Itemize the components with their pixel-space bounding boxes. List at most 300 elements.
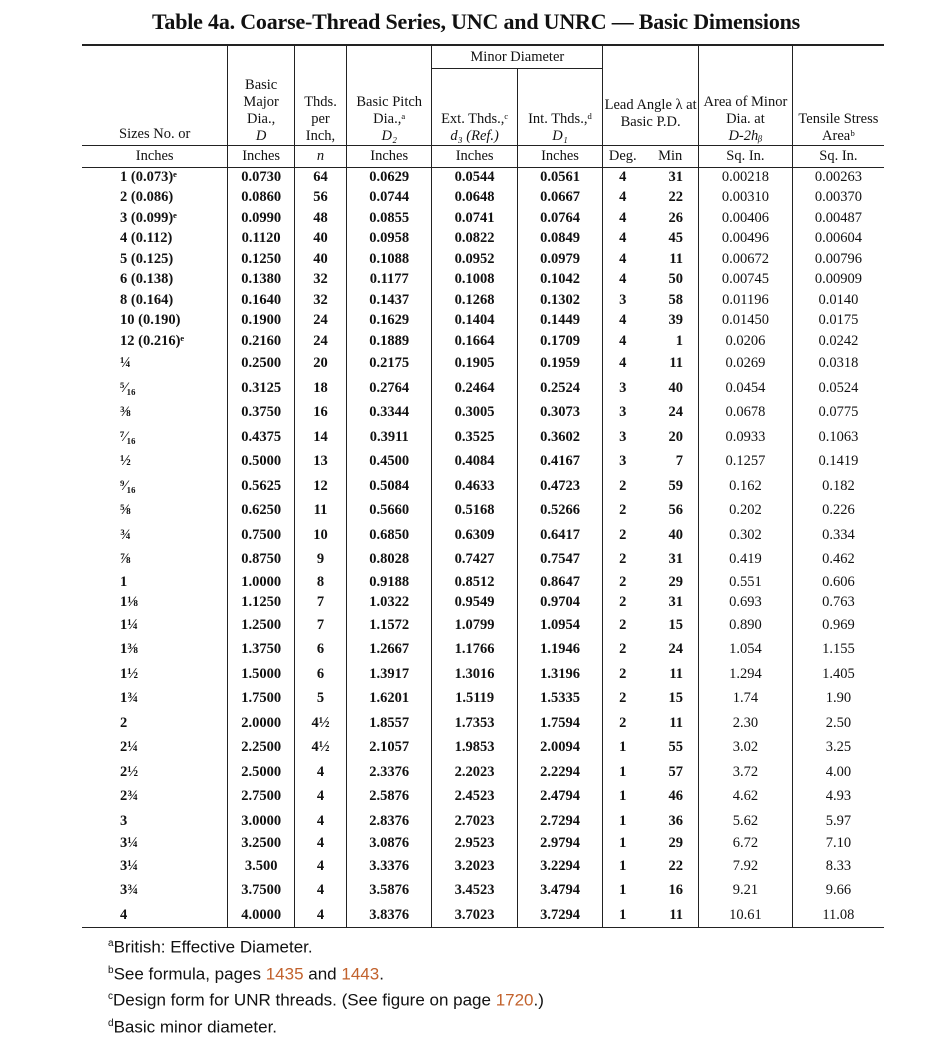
pitch-dia-cell: 1.0322 (347, 593, 432, 614)
thread-dimensions-table (82, 44, 884, 928)
int-minor-dia-cell: 0.0979 (517, 249, 602, 270)
table-title: Table 4a. Coarse-Thread Series, UNC and UNRC — Basic Dimensions (151, 9, 801, 34)
ext-minor-dia-cell: 2.7023 (432, 809, 517, 834)
ext-minor-dia-cell: 0.0741 (432, 208, 517, 229)
pitch-dia-cell: 2.3376 (347, 760, 432, 785)
lead-deg-cell: 3 (603, 376, 643, 401)
major-dia-cell: 0.1120 (228, 229, 295, 250)
minor-area-cell: 0.00496 (699, 229, 793, 250)
major-dia-cell: 0.2500 (228, 352, 295, 377)
minor-area-cell: 0.162 (699, 474, 793, 499)
tensile-area-cell: 8.33 (792, 854, 884, 879)
ext-minor-dia-cell: 1.3016 (432, 662, 517, 687)
int-minor-dia-cell: 0.1302 (517, 290, 602, 311)
size-cell: ¼ (120, 355, 131, 372)
tensile-area-cell: 0.0242 (792, 331, 884, 352)
thds-per-inch-cell: 6 (294, 638, 346, 663)
tensile-area-cell: 1.405 (792, 662, 884, 687)
pitch-dia-cell: 3.0876 (347, 834, 432, 855)
size-cell: 3¼ (120, 835, 139, 852)
tensile-area-cell: 0.0140 (792, 290, 884, 311)
size-cell: 1 (0.073)ᵉ (120, 169, 177, 185)
table-row (82, 474, 884, 499)
thds-per-inch-cell: 4 (294, 785, 346, 810)
thds-per-inch-cell: 4½ (294, 711, 346, 736)
major-dia-cell: 3.2500 (228, 834, 295, 855)
lead-deg-cell: 2 (603, 593, 643, 614)
thds-per-inch-cell: 13 (294, 450, 346, 475)
pitch-dia-cell: 3.5876 (347, 879, 432, 904)
pitch-dia-cell: 3.8376 (347, 903, 432, 928)
major-dia-cell: 0.1380 (228, 270, 295, 291)
size-cell: 1¾ (120, 690, 139, 707)
header-minor-diameter: Minor Diameter (432, 45, 603, 69)
int-minor-dia-cell: 2.7294 (517, 809, 602, 834)
int-minor-dia-cell: 1.0954 (517, 613, 602, 638)
lead-min-cell: 45 (668, 230, 684, 247)
lead-deg-cell: 1 (603, 736, 643, 761)
lead-deg-cell: 2 (603, 687, 643, 712)
ext-minor-dia-cell: 0.9549 (432, 593, 517, 614)
table-row (82, 903, 884, 928)
major-dia-cell: 1.0000 (228, 572, 295, 593)
thds-per-inch-cell: 48 (294, 208, 346, 229)
ext-minor-dia-cell: 0.8512 (432, 572, 517, 593)
lead-deg-cell: 3 (603, 425, 643, 450)
header-pitch: Basic Pitch Dia.,ᵃ D₂ (347, 69, 432, 146)
minor-area-cell: 0.890 (699, 613, 793, 638)
minor-area-cell: 0.00218 (699, 167, 793, 188)
pitch-dia-cell: 0.8028 (347, 548, 432, 573)
lead-min-cell: 11 (669, 355, 684, 372)
table-row (82, 785, 884, 810)
major-dia-cell: 4.0000 (228, 903, 295, 928)
int-minor-dia-cell: 0.2524 (517, 376, 602, 401)
header-major: Basic Major Dia., D (228, 69, 295, 146)
ext-minor-dia-cell: 0.1404 (432, 311, 517, 332)
int-minor-dia-cell: 0.1449 (517, 311, 602, 332)
tensile-area-cell: 0.0318 (792, 352, 884, 377)
tensile-area-cell: 9.66 (792, 879, 884, 904)
int-minor-dia-cell: 2.4794 (517, 785, 602, 810)
tensile-area-cell: 0.00370 (792, 188, 884, 209)
tensile-area-cell: 1.155 (792, 638, 884, 663)
lead-min-cell: 15 (668, 690, 684, 707)
major-dia-cell: 2.7500 (228, 785, 295, 810)
minor-area-cell: 0.419 (699, 548, 793, 573)
thds-per-inch-cell: 8 (294, 572, 346, 593)
size-cell: 4 (82, 903, 228, 928)
thds-per-inch-cell: 32 (294, 270, 346, 291)
minor-area-cell: 0.00672 (699, 249, 793, 270)
thds-per-inch-cell: 10 (294, 523, 346, 548)
major-dia-cell: 1.3750 (228, 638, 295, 663)
header-thds: Thds. per Inch, (294, 69, 346, 146)
table-row (82, 879, 884, 904)
size-cell: ½ (120, 453, 131, 470)
lead-min-cell: 22 (668, 189, 684, 206)
tensile-area-cell: 1.90 (792, 687, 884, 712)
footnote-b: $^b$See formula, pages 1435 and 1443. (108, 964, 384, 984)
minor-area-cell: 0.00310 (699, 188, 793, 209)
major-dia-cell: 1.7500 (228, 687, 295, 712)
size-cell: ¾ (120, 526, 131, 543)
table-row (82, 760, 884, 785)
tensile-area-cell: 5.97 (792, 809, 884, 834)
pitch-dia-cell: 2.5876 (347, 785, 432, 810)
pitch-dia-cell: 0.3344 (347, 401, 432, 426)
lead-deg-cell: 1 (603, 785, 643, 810)
unit-area: Sq. In. (699, 145, 793, 167)
lead-deg-cell: 3 (603, 450, 643, 475)
int-minor-dia-cell: 0.4167 (517, 450, 602, 475)
pitch-dia-cell: 0.2175 (347, 352, 432, 377)
table-row (82, 711, 884, 736)
tensile-area-cell: 4.00 (792, 760, 884, 785)
int-minor-dia-cell: 0.7547 (517, 548, 602, 573)
size-cell: 1 (120, 573, 128, 590)
ext-minor-dia-cell: 1.9853 (432, 736, 517, 761)
ext-minor-dia-cell: 0.4633 (432, 474, 517, 499)
table-row (82, 809, 884, 834)
footnote-c: $^c$Design form for UNR threads. (See figure on page 1720.) (108, 990, 544, 1010)
footnote-a: $^a$British: Effective Diameter. (108, 937, 313, 957)
major-dia-cell: 0.5625 (228, 474, 295, 499)
minor-area-cell: 3.02 (699, 736, 793, 761)
unit-tensile: Sq. In. (792, 145, 884, 167)
table-row (82, 425, 884, 450)
table-row (82, 290, 884, 311)
lead-deg-cell: 2 (603, 662, 643, 687)
int-minor-dia-cell: 2.9794 (517, 834, 602, 855)
lead-min-cell: 7 (675, 453, 684, 470)
ext-minor-dia-cell: 3.2023 (432, 854, 517, 879)
int-minor-dia-cell: 0.4723 (517, 474, 602, 499)
thds-per-inch-cell: 4 (294, 903, 346, 928)
pitch-dia-cell: 0.5660 (347, 499, 432, 524)
tensile-area-cell: 0.0775 (792, 401, 884, 426)
int-minor-dia-cell: 3.7294 (517, 903, 602, 928)
ext-minor-dia-cell: 0.1905 (432, 352, 517, 377)
lead-deg-cell: 4 (603, 208, 643, 229)
lead-deg-cell: 2 (603, 572, 643, 593)
pitch-dia-cell: 0.2764 (347, 376, 432, 401)
lead-deg-cell: 2 (603, 613, 643, 638)
lead-deg-cell: 1 (603, 903, 643, 928)
minor-area-cell: 0.551 (699, 572, 793, 593)
minor-area-cell: 0.302 (699, 523, 793, 548)
tensile-area-cell: 4.93 (792, 785, 884, 810)
minor-area-cell: 0.0933 (699, 425, 793, 450)
major-dia-cell: 1.5000 (228, 662, 295, 687)
minor-area-cell: 0.202 (699, 499, 793, 524)
minor-area-cell: 0.0206 (699, 331, 793, 352)
thds-per-inch-cell: 7 (294, 593, 346, 614)
size-cell: 5 (0.125) (120, 250, 174, 267)
size-cell: 8 (0.164) (120, 291, 174, 308)
minor-area-cell: 0.00745 (699, 270, 793, 291)
size-cell: ⅝ (120, 502, 131, 519)
thds-per-inch-cell: 4 (294, 809, 346, 834)
lead-deg-cell: 1 (603, 879, 643, 904)
lead-min-cell: 31 (668, 169, 684, 185)
thds-per-inch-cell: 24 (294, 311, 346, 332)
table-row (82, 638, 884, 663)
minor-area-cell: 0.0454 (699, 376, 793, 401)
page-link-1720[interactable]: 1720 (495, 990, 534, 1010)
int-minor-dia-cell: 0.8647 (517, 572, 602, 593)
lead-deg-cell: 4 (603, 311, 643, 332)
tensile-area-cell: 3.25 (792, 736, 884, 761)
lead-min-cell: 24 (668, 641, 684, 658)
tensile-area-cell: 0.1063 (792, 425, 884, 450)
size-cell: 2¾ (120, 788, 139, 805)
int-minor-dia-cell: 1.5335 (517, 687, 602, 712)
thds-per-inch-cell: 64 (294, 167, 346, 188)
pitch-dia-cell: 0.1437 (347, 290, 432, 311)
size-cell: 4 (0.112) (120, 230, 173, 247)
table-row (82, 499, 884, 524)
minor-area-cell: 5.62 (699, 809, 793, 834)
ext-minor-dia-cell: 0.3005 (432, 401, 517, 426)
header-lead: Lead Angle λ at Basic P.D. (603, 69, 699, 146)
major-dia-cell: 0.8750 (228, 548, 295, 573)
ext-minor-dia-cell: 0.0544 (432, 167, 517, 188)
thds-per-inch-cell: 24 (294, 331, 346, 352)
ext-minor-dia-cell: 3.7023 (432, 903, 517, 928)
ext-minor-dia-cell: 0.2464 (432, 376, 517, 401)
page-link-1435[interactable]: 1435 (265, 964, 304, 984)
lead-min-cell: 56 (668, 502, 684, 519)
lead-min-cell: 24 (668, 404, 684, 421)
minor-area-cell: 6.72 (699, 834, 793, 855)
table-row (82, 352, 884, 377)
tensile-area-cell: 0.226 (792, 499, 884, 524)
table-row (82, 331, 884, 352)
major-dia-cell: 0.1900 (228, 311, 295, 332)
lead-deg-cell: 1 (603, 834, 643, 855)
unit-ext: Inches (432, 145, 517, 167)
pitch-dia-cell: 0.1088 (347, 249, 432, 270)
tensile-area-cell: 0.0524 (792, 376, 884, 401)
lead-min-cell: 36 (668, 812, 684, 829)
lead-deg-cell: 2 (603, 523, 643, 548)
thds-per-inch-cell: 18 (294, 376, 346, 401)
lead-min-cell: 46 (668, 788, 684, 805)
int-minor-dia-cell: 0.1959 (517, 352, 602, 377)
pitch-dia-cell: 1.2667 (347, 638, 432, 663)
lead-min-cell: 50 (668, 271, 684, 288)
pitch-dia-cell: 0.3911 (347, 425, 432, 450)
lead-min-cell: 59 (668, 477, 684, 494)
table-row (82, 188, 884, 209)
int-minor-dia-cell: 1.3196 (517, 662, 602, 687)
minor-area-cell: 9.21 (699, 879, 793, 904)
lead-min-cell: 11 (642, 903, 698, 928)
size-cell: 3¾ (120, 882, 139, 899)
table-row (82, 450, 884, 475)
table-row (82, 208, 884, 229)
int-minor-dia-cell: 0.1709 (517, 331, 602, 352)
int-minor-dia-cell: 3.4794 (517, 879, 602, 904)
unit-pitch: Inches (347, 145, 432, 167)
int-minor-dia-cell: 0.6417 (517, 523, 602, 548)
minor-area-cell: 3.72 (699, 760, 793, 785)
major-dia-cell: 0.1250 (228, 249, 295, 270)
tensile-area-cell: 7.10 (792, 834, 884, 855)
size-cell: 3 (120, 812, 128, 829)
ext-minor-dia-cell: 0.6309 (432, 523, 517, 548)
table-row (82, 572, 884, 593)
pitch-dia-cell: 0.0958 (347, 229, 432, 250)
unit-sizes: Inches (82, 145, 228, 167)
int-minor-dia-cell: 0.0849 (517, 229, 602, 250)
major-dia-cell: 2.0000 (228, 711, 295, 736)
thds-per-inch-cell: 4 (294, 854, 346, 879)
int-minor-dia-cell: 2.0094 (517, 736, 602, 761)
table-row (82, 687, 884, 712)
size-cell: 10 (0.190) (120, 312, 181, 329)
tensile-area-cell: 0.763 (792, 593, 884, 614)
ext-minor-dia-cell: 2.9523 (432, 834, 517, 855)
lead-min-cell: 40 (668, 526, 684, 543)
tensile-area-cell: 0.00604 (792, 229, 884, 250)
unit-deg: Deg. (603, 145, 643, 167)
size-cell: 2 (0.086) (120, 189, 174, 206)
unit-int: Inches (517, 145, 602, 167)
lead-deg-cell: 2 (603, 499, 643, 524)
lead-deg-cell: 3 (603, 401, 643, 426)
minor-area-cell: 0.01196 (699, 290, 793, 311)
table-row (82, 662, 884, 687)
major-dia-cell: 1.1250 (228, 593, 295, 614)
lead-deg-cell: 1 (603, 854, 643, 879)
thds-per-inch-cell: 4 (294, 879, 346, 904)
ext-minor-dia-cell: 3.4523 (432, 879, 517, 904)
minor-area-cell: 0.1257 (699, 450, 793, 475)
major-dia-cell: 0.5000 (228, 450, 295, 475)
size-cell: 1¼ (120, 616, 139, 633)
pitch-dia-cell: 0.6850 (347, 523, 432, 548)
major-dia-cell: 0.6250 (228, 499, 295, 524)
minor-area-cell: 0.01450 (699, 311, 793, 332)
ext-minor-dia-cell: 0.4084 (432, 450, 517, 475)
pitch-dia-cell: 2.8376 (347, 809, 432, 834)
major-dia-cell: 0.0860 (228, 188, 295, 209)
ext-minor-dia-cell: 0.1008 (432, 270, 517, 291)
lead-deg-cell: 4 (603, 331, 643, 352)
header-area: Area of Minor Dia. at D-2hᵦ (699, 69, 793, 146)
int-minor-dia-cell: 0.0667 (517, 188, 602, 209)
pitch-dia-cell: 1.8557 (347, 711, 432, 736)
lead-min-cell: 29 (668, 573, 684, 590)
tensile-area-cell: 0.0175 (792, 311, 884, 332)
minor-area-cell: 0.0678 (699, 401, 793, 426)
minor-area-cell: 7.92 (699, 854, 793, 879)
ext-minor-dia-cell: 1.7353 (432, 711, 517, 736)
lead-deg-cell: 4 (603, 229, 643, 250)
major-dia-cell: 2.2500 (228, 736, 295, 761)
minor-area-cell: 0.693 (699, 593, 793, 614)
thds-per-inch-cell: 4 (294, 760, 346, 785)
minor-area-cell: 4.62 (699, 785, 793, 810)
lead-deg-cell: 2 (603, 474, 643, 499)
lead-deg-cell: 3 (603, 290, 643, 311)
tensile-area-cell: 2.50 (792, 711, 884, 736)
lead-deg-cell: 2 (603, 638, 643, 663)
table-row (82, 834, 884, 855)
header-tensile: Tensile Stress Areaᵇ (792, 69, 884, 146)
table-row (82, 311, 884, 332)
ext-minor-dia-cell: 0.7427 (432, 548, 517, 573)
thds-per-inch-cell: 20 (294, 352, 346, 377)
lead-min-cell: 22 (668, 857, 684, 874)
ext-minor-dia-cell: 2.2023 (432, 760, 517, 785)
lead-deg-cell: 4 (603, 352, 643, 377)
size-cell: 3 (0.099)ᵉ (120, 209, 177, 226)
thds-per-inch-cell: 5 (294, 687, 346, 712)
table-row (82, 523, 884, 548)
lead-min-cell: 58 (668, 291, 684, 308)
table-row (82, 736, 884, 761)
tensile-area-cell: 0.334 (792, 523, 884, 548)
ext-minor-dia-cell: 0.0822 (432, 229, 517, 250)
thds-per-inch-cell: 32 (294, 290, 346, 311)
ext-minor-dia-cell: 2.4523 (432, 785, 517, 810)
pitch-dia-cell: 0.0744 (347, 188, 432, 209)
pitch-dia-cell: 1.6201 (347, 687, 432, 712)
thds-per-inch-cell: 56 (294, 188, 346, 209)
int-minor-dia-cell: 0.1042 (517, 270, 602, 291)
thds-per-inch-cell: 16 (294, 401, 346, 426)
size-cell: ⁷⁄₁₆ (120, 428, 136, 445)
tensile-area-cell: 0.00796 (792, 249, 884, 270)
size-cell: 1⅛ (120, 594, 139, 611)
pitch-dia-cell: 0.9188 (347, 572, 432, 593)
pitch-dia-cell: 0.4500 (347, 450, 432, 475)
size-cell: ⁹⁄₁₆ (120, 477, 136, 494)
lead-deg-cell: 4 (603, 188, 643, 209)
pitch-dia-cell: 0.0629 (347, 167, 432, 188)
major-dia-cell: 0.4375 (228, 425, 295, 450)
int-minor-dia-cell: 0.3602 (517, 425, 602, 450)
size-cell: 3¼ (120, 857, 139, 874)
table-row (82, 249, 884, 270)
lead-min-cell: 11 (669, 714, 684, 731)
thds-per-inch-cell: 14 (294, 425, 346, 450)
size-cell: 1⅜ (120, 641, 139, 658)
ext-minor-dia-cell: 0.3525 (432, 425, 517, 450)
page-link-1443[interactable]: 1443 (341, 964, 380, 984)
ext-minor-dia-cell: 0.5168 (432, 499, 517, 524)
ext-minor-dia-cell: 0.1268 (432, 290, 517, 311)
int-minor-dia-cell: 0.5266 (517, 499, 602, 524)
lead-deg-cell: 4 (603, 167, 643, 188)
unit-major: Inches (228, 145, 295, 167)
lead-min-cell: 26 (668, 209, 684, 226)
thds-per-inch-cell: 9 (294, 548, 346, 573)
ext-minor-dia-cell: 0.0648 (432, 188, 517, 209)
lead-deg-cell: 4 (603, 249, 643, 270)
lead-deg-cell: 1 (603, 760, 643, 785)
minor-area-cell: 1.74 (699, 687, 793, 712)
major-dia-cell: 2.5000 (228, 760, 295, 785)
tensile-area-cell: 0.00909 (792, 270, 884, 291)
tensile-area-cell: 0.182 (792, 474, 884, 499)
thds-per-inch-cell: 6 (294, 662, 346, 687)
lead-min-cell: 39 (668, 312, 684, 329)
size-cell: 2¼ (120, 739, 139, 756)
